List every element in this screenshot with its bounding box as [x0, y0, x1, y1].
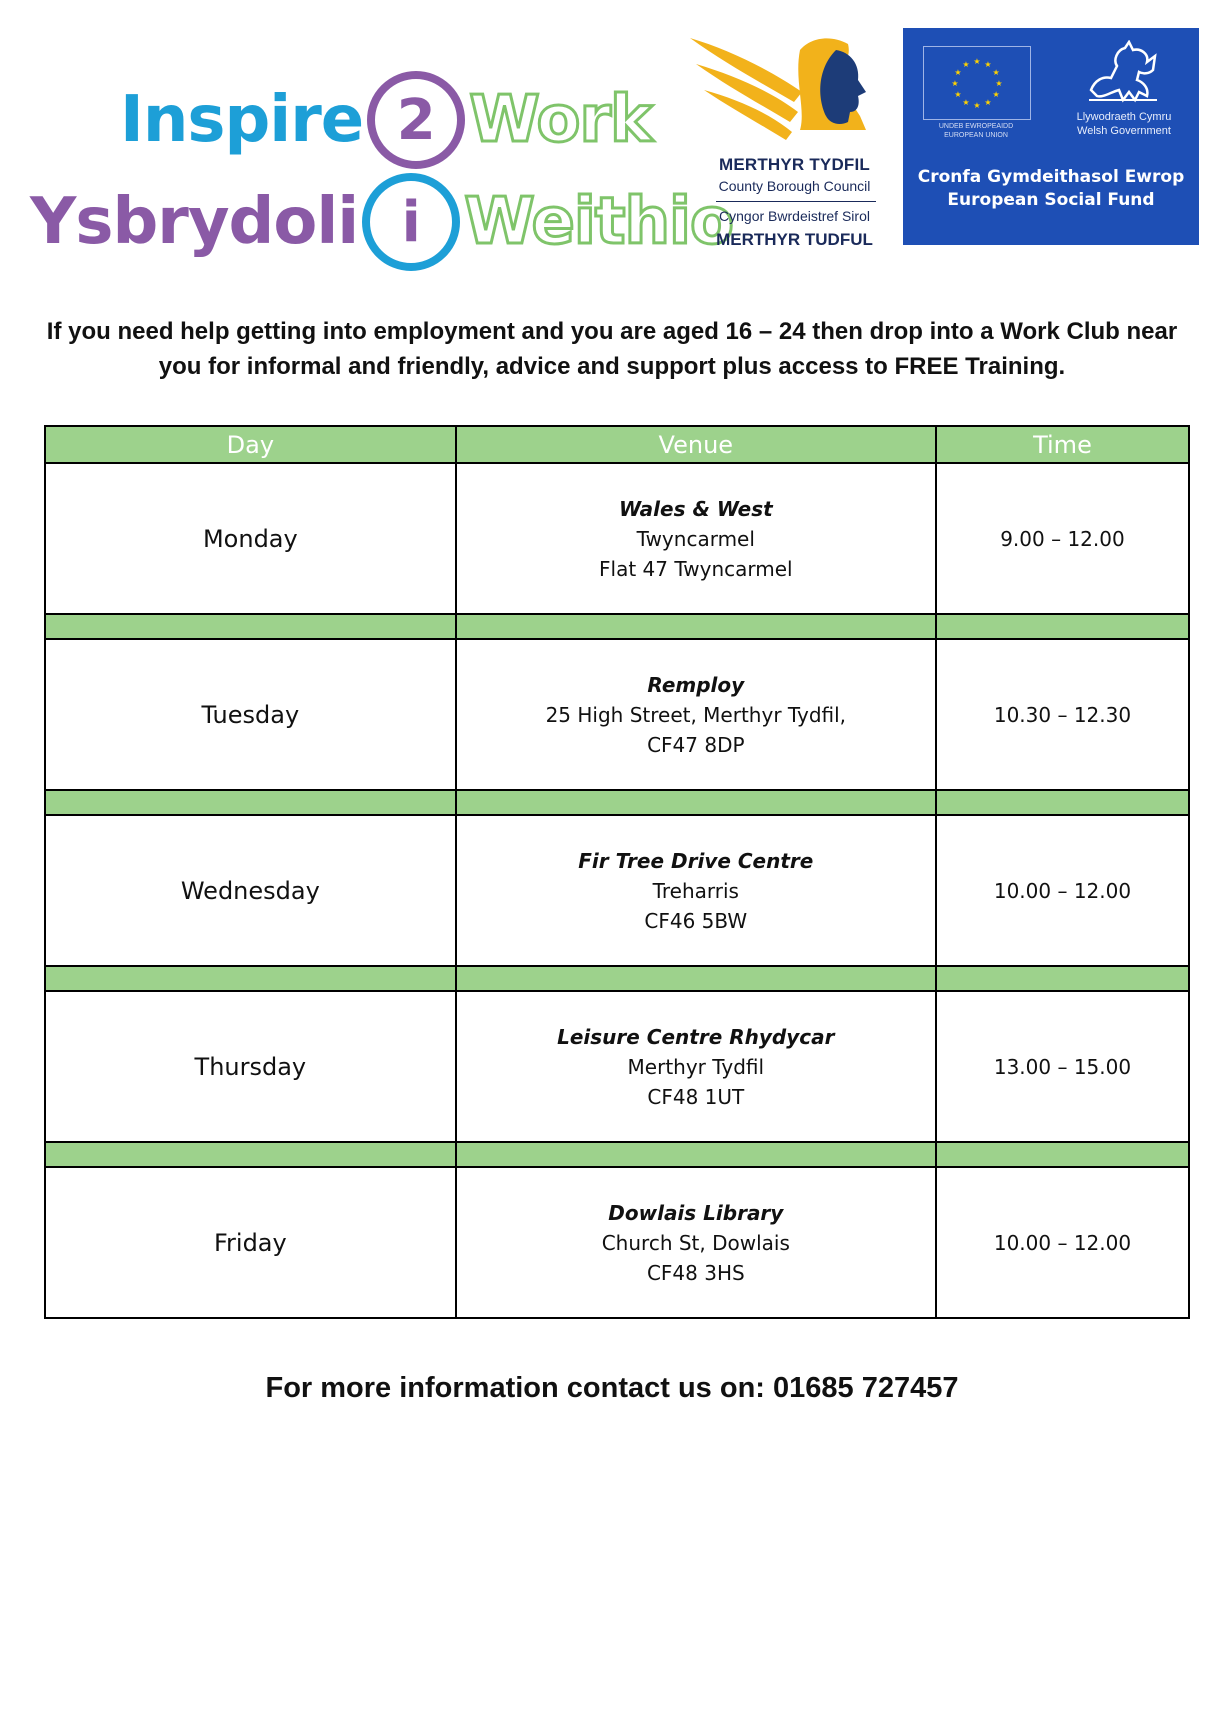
venue-address-line: 25 High Street, Merthyr Tydfil, [545, 702, 847, 727]
logo-line-english [120, 70, 652, 170]
venue-name: Leisure Centre Rhydycar [557, 1024, 835, 1049]
venue-address-line: CF48 1UT [647, 1084, 745, 1109]
eu-star-icon: ★ [954, 90, 962, 99]
eu-star-icon: ★ [992, 90, 1000, 99]
venue-name: Remploy [647, 672, 745, 697]
day-cell: Thursday [45, 991, 456, 1142]
merthyr-tydfil-council-logo [690, 30, 890, 255]
venue-address-line: Merthyr Tydfil [627, 1054, 765, 1079]
eu-star-icon: ★ [984, 59, 992, 69]
council-name-welsh: MERTHYR TUDFUL [716, 230, 873, 249]
header-venue: Venue [456, 426, 936, 463]
venue-name: Dowlais Library [608, 1200, 784, 1225]
welsh-government-caption: Llywodraeth Cymru Welsh Government [1076, 111, 1172, 137]
eu-star-icon: ★ [962, 59, 970, 69]
council-head-emblem-icon [690, 30, 890, 155]
european-social-fund-logo [903, 28, 1199, 245]
intro-text: If you need help getting into employment and you are aged 16 – 24 then drop into a Work Club near you for informal and friendly, advice and support plus access to FREE Training. [46, 318, 1178, 380]
council-type-english: County Borough Council [718, 178, 871, 194]
venue-address-line: CF46 5BW [644, 908, 748, 933]
logo-line-welsh [30, 172, 733, 272]
venue-cell [456, 991, 936, 1142]
day-cell: Wednesday [45, 815, 456, 966]
row-separator [45, 966, 1189, 991]
eu-star-icon: ★ [973, 57, 981, 66]
eu-star-icon: ★ [984, 98, 992, 108]
venue-address-line: Church St, Dowlais [601, 1230, 790, 1255]
logo-word-ysbrydoli: Ysbrydoli [30, 185, 359, 259]
eu-star-icon: ★ [962, 98, 970, 108]
logo-word-work: Work [469, 83, 652, 157]
header-day: Day [45, 426, 456, 463]
venue-address-line: CF48 3HS [646, 1260, 745, 1285]
venue-cell [456, 815, 936, 966]
venue-address-line: Treharris [652, 878, 739, 903]
time-cell: 10.30 – 12.30 [936, 639, 1189, 790]
time-cell: 10.00 – 12.00 [936, 1167, 1189, 1318]
header-time: Time [936, 426, 1189, 463]
logo-word-inspire: Inspire [120, 83, 364, 157]
table-row [45, 1167, 1189, 1318]
day-cell: Tuesday [45, 639, 456, 790]
eu-star-icon: ★ [973, 101, 981, 110]
row-separator [45, 1142, 1189, 1167]
table-row [45, 639, 1189, 790]
inspire-2-work-logo [30, 60, 733, 270]
venue-cell [456, 1167, 936, 1318]
council-type-welsh: Cyngor Bwrdeistref Sirol [719, 208, 870, 224]
esf-name-welsh: Cronfa Gymdeithasol Ewrop [917, 167, 1185, 187]
row-separator [45, 614, 1189, 639]
eu-flag-caption: UNDEB EWROPEAIDD EUROPEAN UNION [938, 123, 1014, 139]
table-header-row [45, 426, 1189, 463]
venue-address-line: Flat 47 Twyncarmel [599, 556, 793, 581]
table-row [45, 991, 1189, 1142]
eu-star-icon: ★ [954, 68, 962, 77]
venue-cell [456, 639, 936, 790]
table-row [45, 815, 1189, 966]
council-name-english: MERTHYR TYDFIL [718, 155, 871, 174]
day-cell: Friday [45, 1167, 456, 1318]
welsh-dragon-icon [1083, 40, 1163, 108]
table-row [45, 463, 1189, 614]
day-cell: Monday [45, 463, 456, 614]
time-cell: 9.00 – 12.00 [936, 463, 1189, 614]
contact-info: For more information contact us on: 01685 727457 [265, 1372, 959, 1404]
venue-address-line: Twyncarmel [636, 526, 755, 551]
work-club-schedule-table [44, 425, 1190, 1319]
time-cell: 10.00 – 12.00 [936, 815, 1189, 966]
logo-ring-2: 2 [367, 71, 465, 169]
venue-cell [456, 463, 936, 614]
eu-star-icon: ★ [992, 68, 1000, 77]
esf-name-english: European Social Fund [947, 190, 1155, 210]
logo-ring-i: i [362, 173, 460, 271]
venue-name: Fir Tree Drive Centre [578, 848, 814, 873]
row-separator [45, 790, 1189, 815]
time-cell: 13.00 – 15.00 [936, 991, 1189, 1142]
eu-flag-icon [923, 46, 1031, 120]
council-divider [716, 201, 876, 202]
venue-name: Wales & West [618, 496, 773, 521]
eu-star-icon: ★ [951, 79, 959, 88]
logo-word-weithio: Weithio [464, 185, 733, 259]
venue-address-line: CF47 8DP [647, 732, 745, 757]
eu-star-icon: ★ [995, 79, 1003, 88]
